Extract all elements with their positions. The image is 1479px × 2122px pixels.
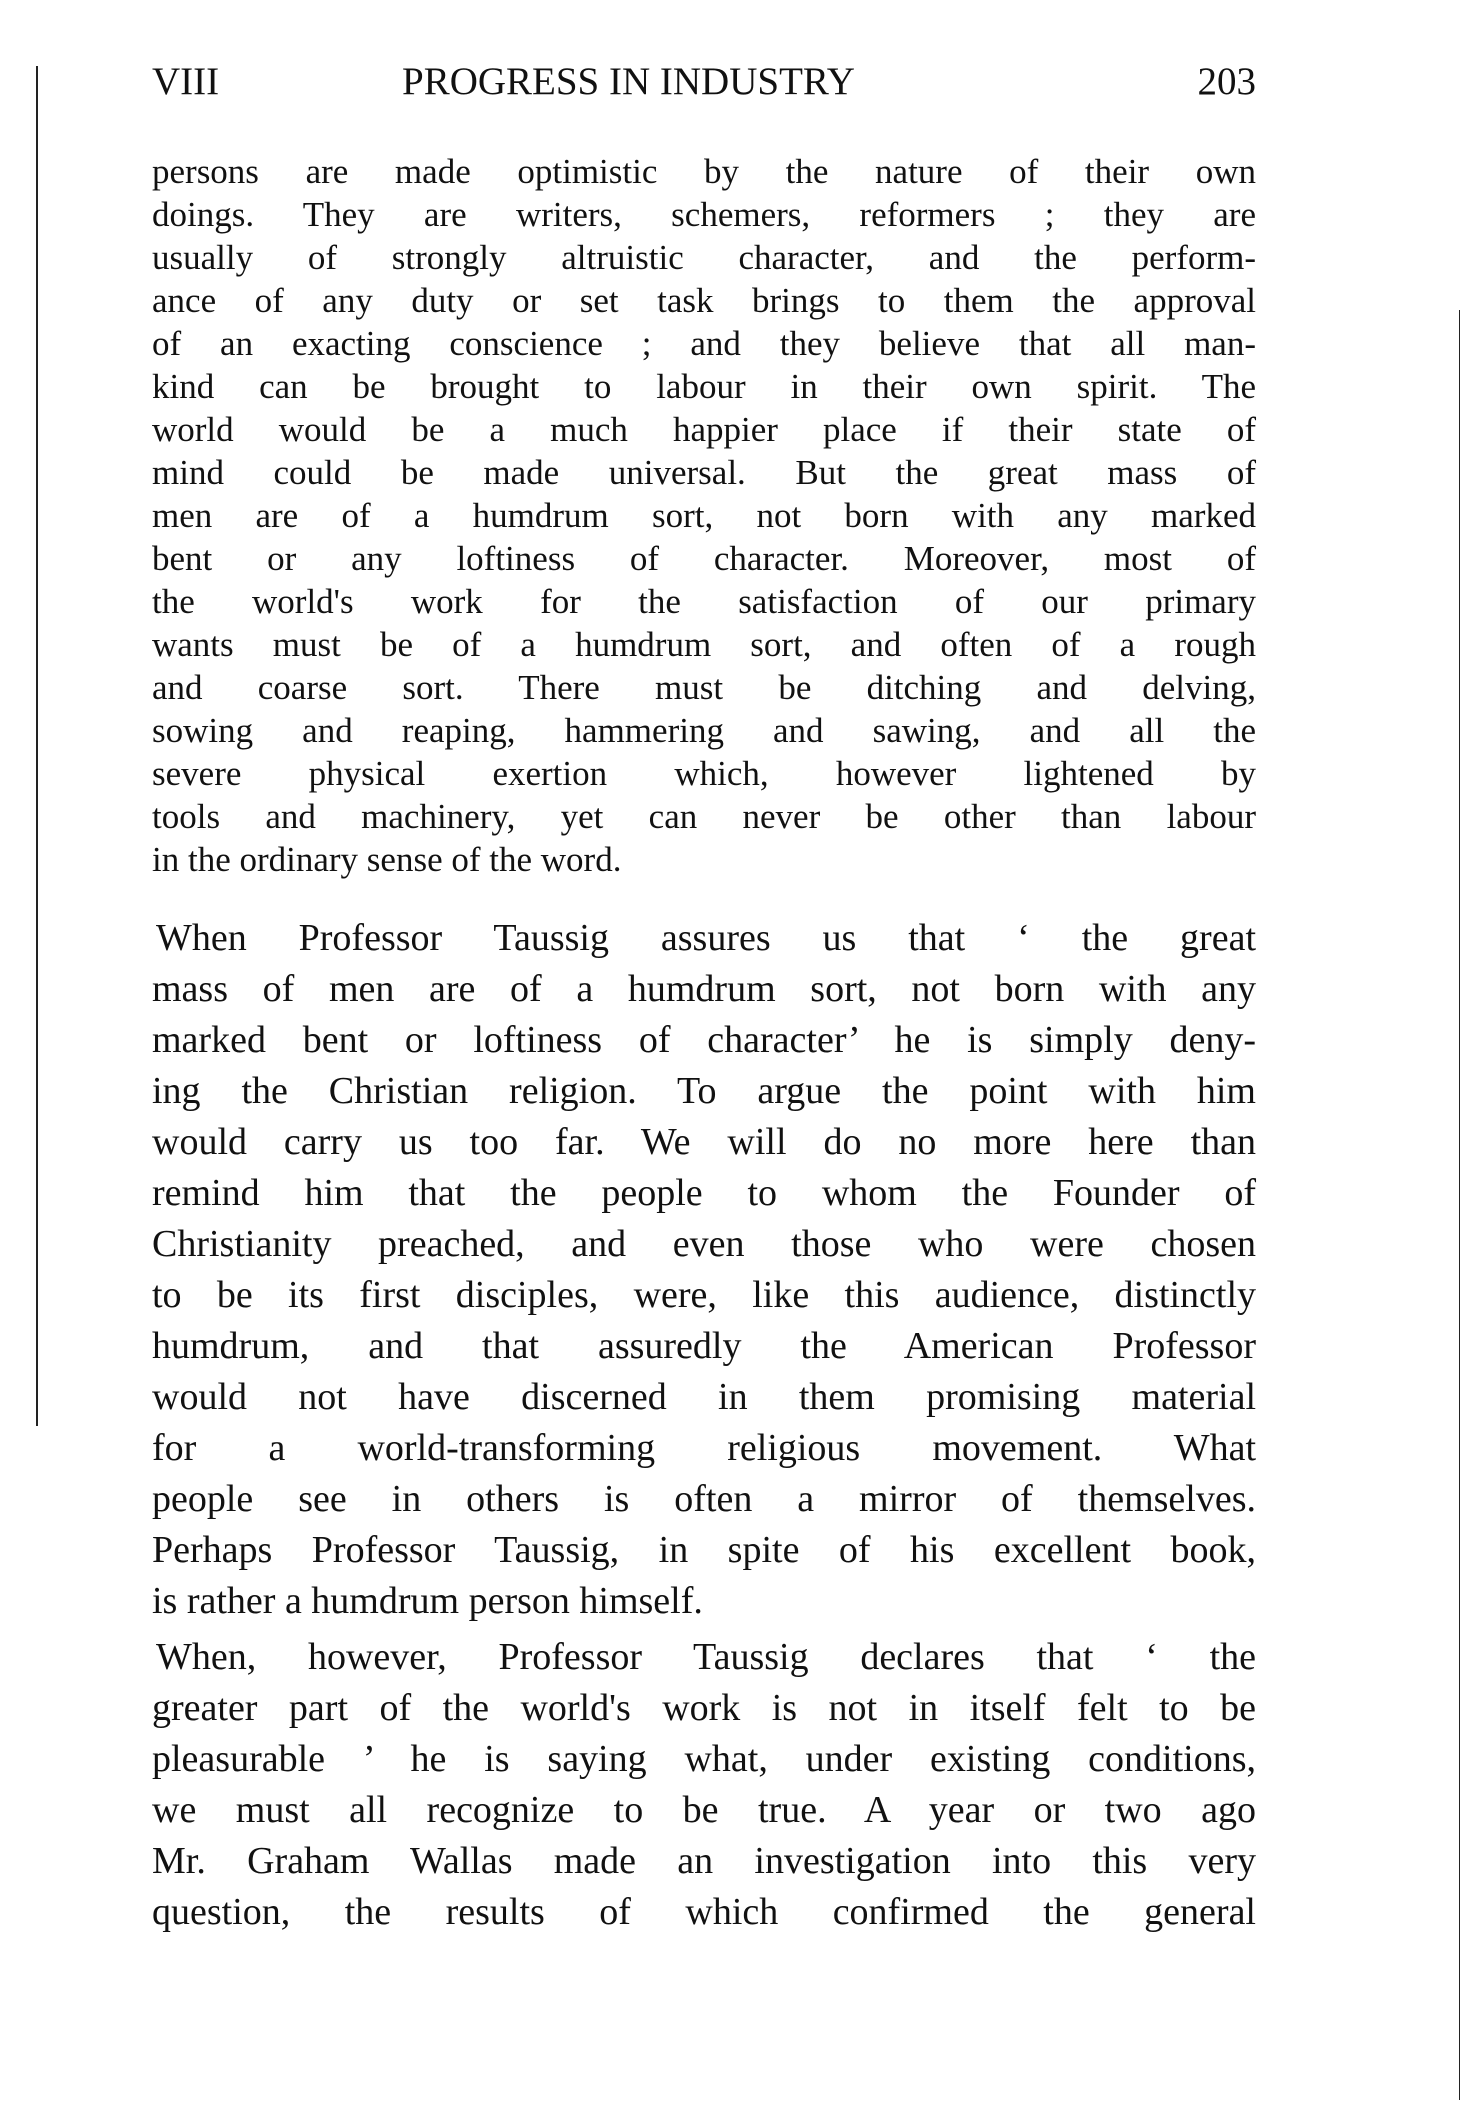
text-line: remind him that the people to whom the Founder of [152,1172,1256,1214]
text-line: Mr. Graham Wallas made an investigation into this very [152,1840,1256,1882]
right-page-edge [1459,310,1460,2100]
text-line: would carry us too far. We will do no more here than [152,1121,1256,1163]
text-line: Christianity preached, and even those who were chosen [152,1223,1256,1265]
text-line: doings. They are writers, schemers, reformers ; they are [152,195,1256,234]
text-line: people see in others is often a mirror of themselves. [152,1478,1256,1520]
text-line: in the ordinary sense of the word. [152,840,622,879]
text-line: pleasurable ’ he is saying what, under existing conditions, [152,1738,1256,1780]
running-header [152,58,1256,106]
text-line: for a world-transforming religious movement. What [152,1427,1256,1469]
text-line: ance of any duty or set task brings to them the approval [152,281,1256,320]
running-title: PROGRESS IN INDUSTRY [402,60,855,103]
text-line: and coarse sort. There must be ditching and delving, [152,668,1256,707]
text-line: men are of a humdrum sort, not born with any marked [152,496,1256,535]
text-line: the world's work for the satisfaction of our primary [152,582,1256,621]
text-line: ing the Christian religion. To argue the point with him [152,1070,1256,1112]
text-line: of an exacting conscience ; and they believe that all man- [152,324,1256,363]
paragraph-2 [152,913,1256,1627]
paragraph-1 [152,150,1256,881]
text-line: world would be a much happier place if their state of [152,410,1256,449]
text-line: to be its first disciples, were, like this audience, distinctly [152,1274,1256,1316]
text-line: When Professor Taussig assures us that ‘ the great [156,917,1256,959]
text-line: wants must be of a humdrum sort, and often of a rough [152,625,1256,664]
text-line: marked bent or loftiness of character’ he is simply deny- [152,1019,1256,1061]
text-line: Perhaps Professor Taussig, in spite of his excellent book, [152,1529,1256,1571]
text-line: would not have discerned in them promising material [152,1376,1256,1418]
text-line: mind could be made universal. But the great mass of [152,453,1256,492]
text-line: question, the results of which confirmed the general [152,1891,1256,1933]
page-number: 203 [1197,60,1256,103]
text-line: humdrum, and that assuredly the American Professor [152,1325,1256,1367]
text-line: mass of men are of a humdrum sort, not born with any [152,968,1256,1010]
text-line: we must all recognize to be true. A year or two ago [152,1789,1256,1831]
text-line: persons are made optimistic by the nature of their own [152,152,1256,191]
text-line: bent or any loftiness of character. Moreover, most of [152,539,1256,578]
text-line: greater part of the world's work is not in itself felt to be [152,1687,1256,1729]
text-line: sowing and reaping, hammering and sawing, and all the [152,711,1256,750]
text-line: usually of strongly altruistic character, and the perform- [152,238,1256,277]
left-page-edge [36,66,38,1426]
text-line: kind can be brought to labour in their own spirit. The [152,367,1256,406]
chapter-number: VIII [152,60,220,103]
text-line: severe physical exertion which, however lightened by [152,754,1256,793]
text-line: tools and machinery, yet can never be other than labour [152,797,1256,836]
paragraph-3 [152,1632,1256,1938]
text-line: is rather a humdrum person himself. [152,1580,703,1622]
text-line: When, however, Professor Taussig declares that ‘ the [156,1636,1256,1678]
